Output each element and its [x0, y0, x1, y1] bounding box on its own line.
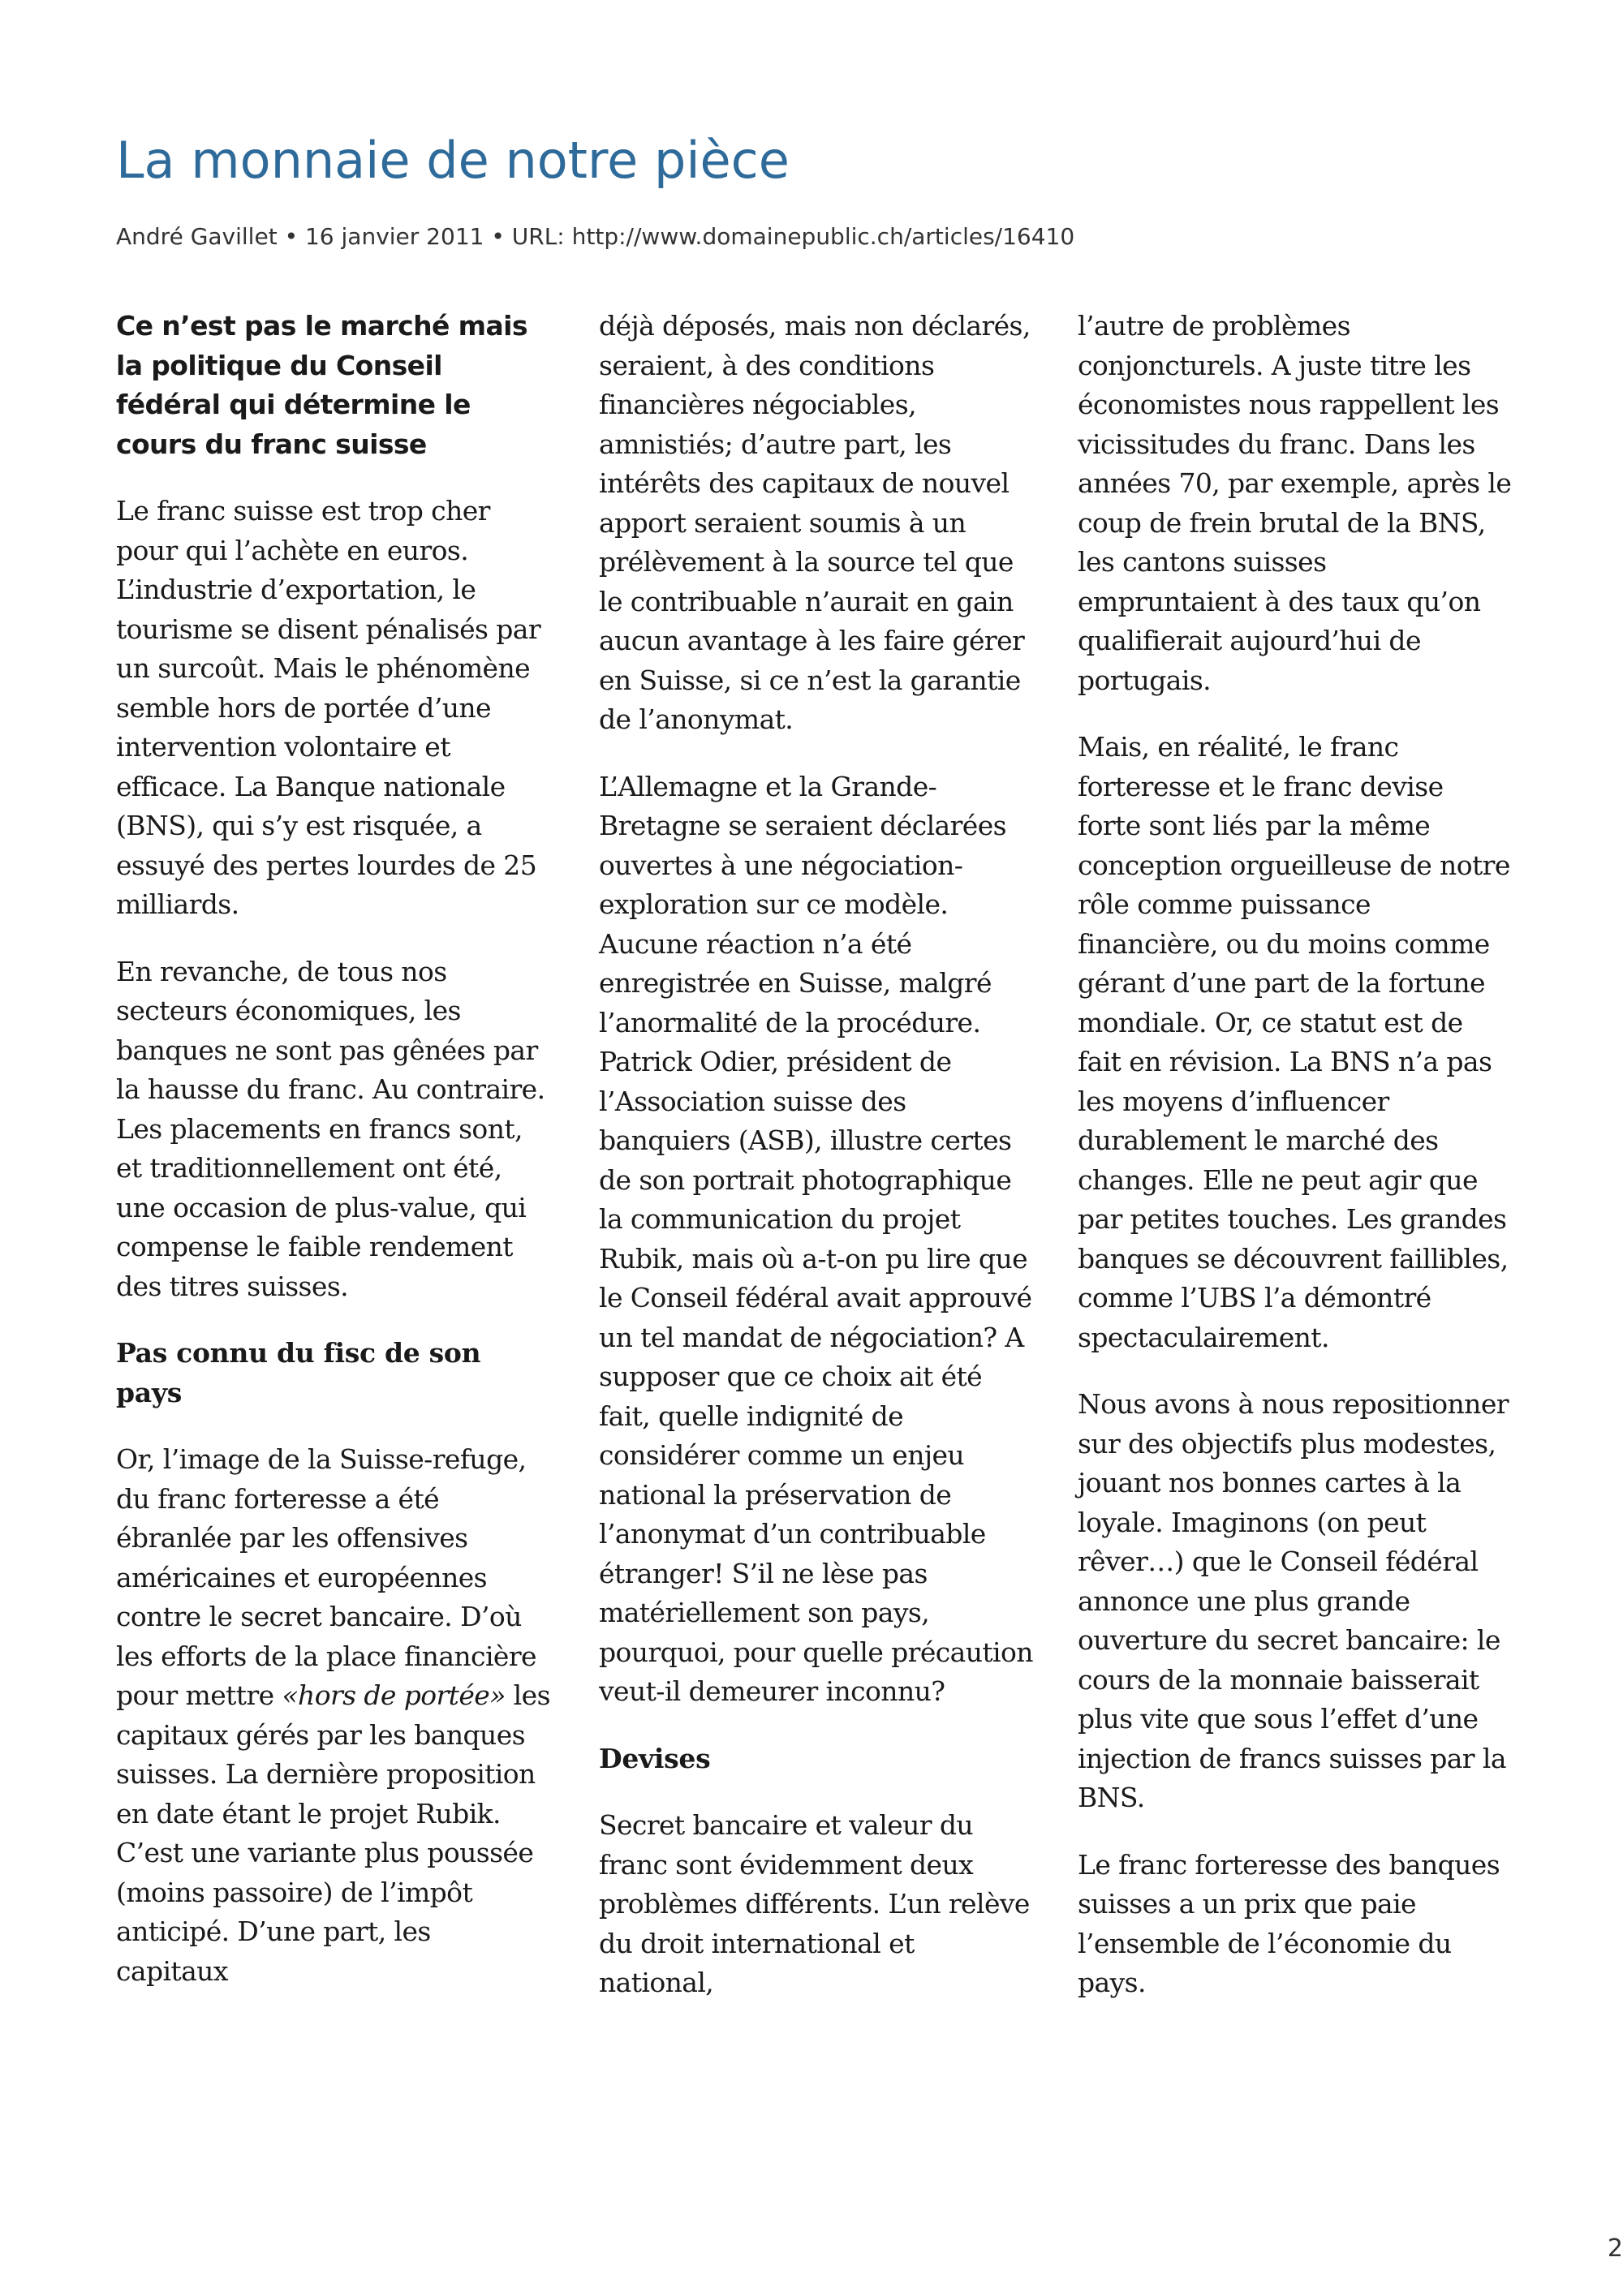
column-2	[599, 307, 1033, 2031]
paragraph-3-emphasis: «hors de portée»	[282, 1679, 506, 1711]
paragraph-3-part-b: les capitaux gérés par les banques suisses. La dernière proposition en date étant le projet Rubik. C’est une variante plus poussée (moins passoire) de l’impôt anticipé. D’une part, les capitaux	[116, 1679, 550, 1987]
paragraph-6: Mais, en réalité, le franc forteresse et le franc devise forte sont liés par la même conception orgueilleuse de notre rôle comme puissance financière, ou du moins comme gérant d’une part de la fortune mondiale. Or, ce statut est de fait en révision. La BNS n’a pas les moyens d’influencer durablement le marché des changes. Elle ne peut agir que par petites touches. Les grandes banques se découvrent faillibles, comme l’UBS l’a démontré spectaculairement.	[1078, 731, 1510, 1353]
column-1	[116, 307, 550, 2019]
column-3	[1078, 307, 1512, 2031]
paragraph-3-part-a: Or, l’image de la Suisse-refuge, du franc forteresse a été ébranlée par les offensives américaines et européennes contre le secret bancaire. D’où les efforts de la place financière pour mettre	[116, 1443, 536, 1711]
paragraph-5-continued: l’autre de problèmes conjoncturels. A juste titre les économistes nous rappellent les vicissitudes du franc. Dans les années 70, par exemple, après le coup de frein brutal de la BNS, les cantons suisses empruntaient à des taux qu’on qualifierait aujourd’hui de portugais.	[1078, 310, 1512, 696]
subhead-pas-connu: Pas connu du fisc de son pays	[116, 1337, 481, 1408]
paragraph-8: Le franc forteresse des banques suisses a un prix que paie l’ensemble de l’économie du pays.	[1078, 1848, 1500, 1998]
paragraph-3-continued: déjà déposés, mais non déclarés, seraient, à des conditions financières négociables, amnistiés; d’autre part, les intérêts des capitaux de nouvel apport seraient soumis à un prélèvement à la source tel que le contribuable n’aurait en gain aucun avantage à les faire gérer en Suisse, si ce n’est la garantie de l’anonymat.	[599, 310, 1031, 735]
article-lead: Ce n’est pas le marché mais la politique du Conseil fédéral qui détermine le cours du franc suisse	[116, 310, 527, 460]
paragraph-1: Le franc suisse est trop cher pour qui l’achète en euros. L’industrie d’exportation, le tourisme se disent pénalisés par un surcoût. Mais le phénomène semble hors de portée d’une intervention volontaire et efficace. La Banque nationale (BNS), qui s’y est risquée, a essuyé des pertes lourdes de 25 milliards.	[116, 495, 541, 920]
paragraph-2: En revanche, de tous nos secteurs économiques, les banques ne sont pas gênées par la hausse du franc. Au contraire. Les placements en francs sont, et traditionnellement ont été, une occasion de plus-value, qui compense le faible rendement des titres suisses.	[116, 955, 545, 1302]
page-title: La monnaie de notre pièce	[116, 131, 790, 190]
paragraph-7: Nous avons à nous repositionner sur des objectifs plus modestes, jouant nos bonnes cartes à la loyale. Imaginons (on peut rêver…) que le Conseil fédéral annonce une plus grande ouverture du secret bancaire: le cours de la monnaie baisserait plus vite que sous l’effet d’une injection de francs suisses par la BNS.	[1078, 1388, 1509, 1813]
paragraph-4: L’Allemagne et la Grande-Bretagne se seraient déclarées ouvertes à une négociation-exploration sur ce modèle. Aucune réaction n’a été enregistrée en Suisse, malgré l’anormalité de la procédure. Patrick Odier, président de l’Association suisse des banquiers (ASB), illustre certes de son portrait photographique la communication du projet Rubik, mais où a-t-on pu lire que le Conseil fédéral avait approuvé un tel mandat de négociation? A supposer que ce choix ait été fait, quelle indignité de considérer comme un enjeu national la préservation de l’anonymat d’un contribuable étranger! S’il ne lèse pas matériellement son pays, pourquoi, pour quelle précaution veut-il demeurer inconnu?	[599, 770, 1033, 1707]
paragraph-5: Secret bancaire et valeur du franc sont évidemment deux problèmes différents. L’un relève du droit international et national,	[599, 1809, 1030, 1998]
byline: André Gavillet • 16 janvier 2011 • URL: http://www.domainepublic.ch/articles/16410	[116, 223, 1075, 250]
subhead-devises: Devises	[599, 1742, 711, 1774]
page-number: 2	[1607, 2234, 1623, 2263]
paragraph-3	[116, 1440, 550, 1991]
